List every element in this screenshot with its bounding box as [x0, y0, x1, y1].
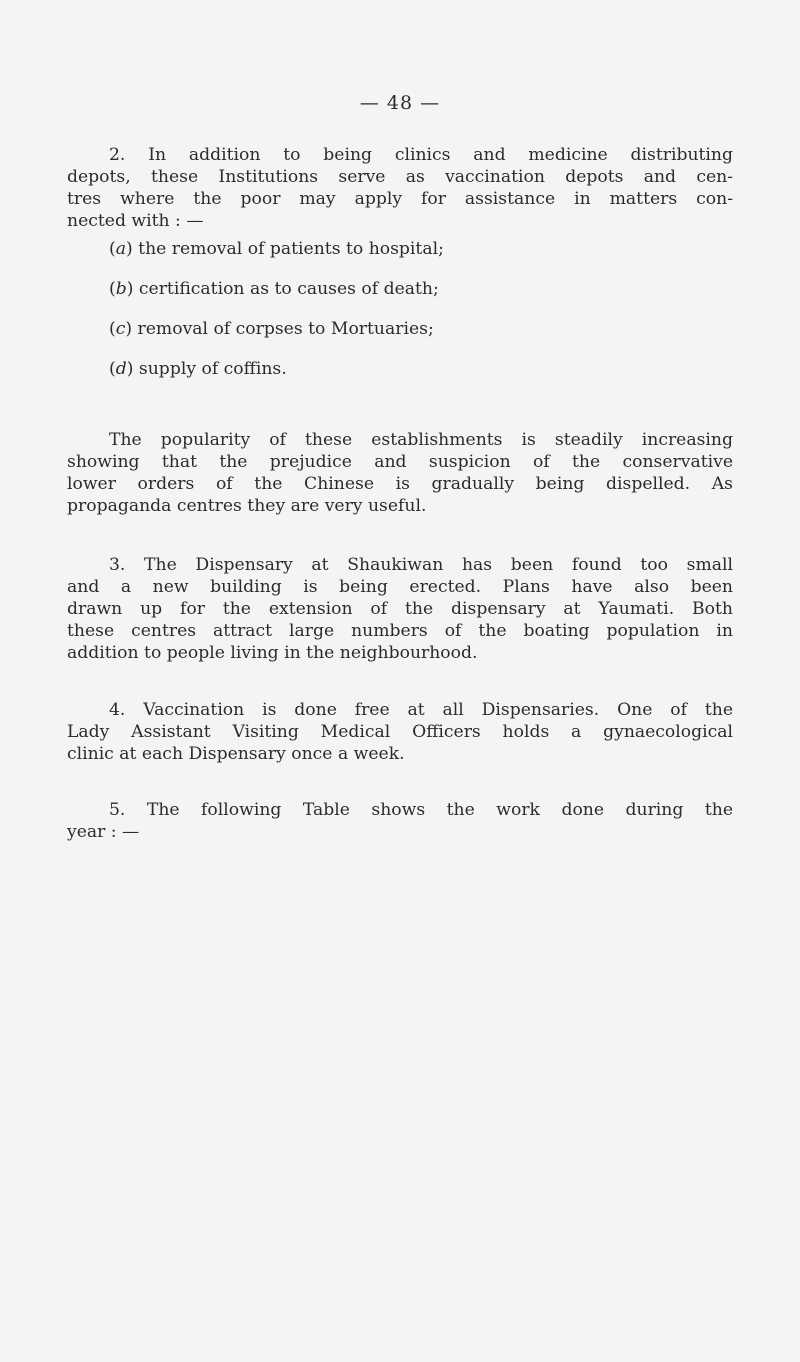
paragraph-line: tres where the poor may apply for assistance in matters con- [67, 189, 733, 209]
paragraph-line: clinic at each Dispensary once a week. [67, 744, 405, 764]
paragraph-2 [67, 144, 733, 232]
paragraph-line: 3. The Dispensary at Shaukiwan has been found too small [109, 555, 733, 575]
paragraph-line: drawn up for the extension of the dispensary at Yaumati. Both [67, 599, 733, 619]
list-item-text: supply of coffins. [138, 359, 287, 379]
list-item-text: the removal of patients to hospital; [138, 239, 444, 259]
paragraph-line: depots, these Institutions serve as vaccination depots and cen- [67, 167, 733, 187]
paragraph-line: Lady Assistant Visiting Medical Officers holds a gynaecological [67, 722, 733, 742]
list-item-text: removal of corpses to Mortuaries; [137, 319, 434, 339]
paragraph-line: 4. Vaccination is done free at all Dispensaries. One of the [109, 700, 733, 720]
list-marker: (b) [109, 279, 134, 299]
paragraph-line: showing that the prejudice and suspicion of the conservative [67, 452, 733, 472]
list-item-b [109, 278, 439, 300]
page-number: — 48 — [359, 92, 441, 114]
paragraph-line: year : — [67, 822, 140, 842]
paragraph-line: 5. The following Table shows the work done during the [109, 800, 733, 820]
list-marker: (d) [109, 359, 134, 379]
paragraph-line: addition to people living in the neighbourhood. [67, 643, 478, 663]
list-item-d [109, 358, 287, 380]
list-item-c [109, 318, 434, 340]
paragraph-line: propaganda centres they are very useful. [67, 496, 427, 516]
list-marker: (a) [109, 239, 133, 259]
list-item-text: certification as to causes of death; [138, 279, 439, 299]
list-marker: (c) [109, 319, 133, 339]
paragraph-line: and a new building is being erected. Plans have also been [67, 577, 733, 597]
paragraph-4 [67, 699, 733, 765]
paragraph-3 [67, 554, 733, 664]
paragraph-line: these centres attract large numbers of the boating population in [67, 621, 733, 641]
paragraph-line: 2. In addition to being clinics and medicine distributing [109, 145, 733, 165]
paragraph-5 [67, 799, 733, 843]
paragraph-line: The popularity of these establishments is steadily increasing [109, 430, 733, 450]
paragraph-popularity [67, 429, 733, 517]
paragraph-line: lower orders of the Chinese is gradually being dispelled. As [67, 474, 733, 494]
list-item-a [109, 238, 444, 260]
paragraph-line: nected with : — [67, 211, 204, 231]
